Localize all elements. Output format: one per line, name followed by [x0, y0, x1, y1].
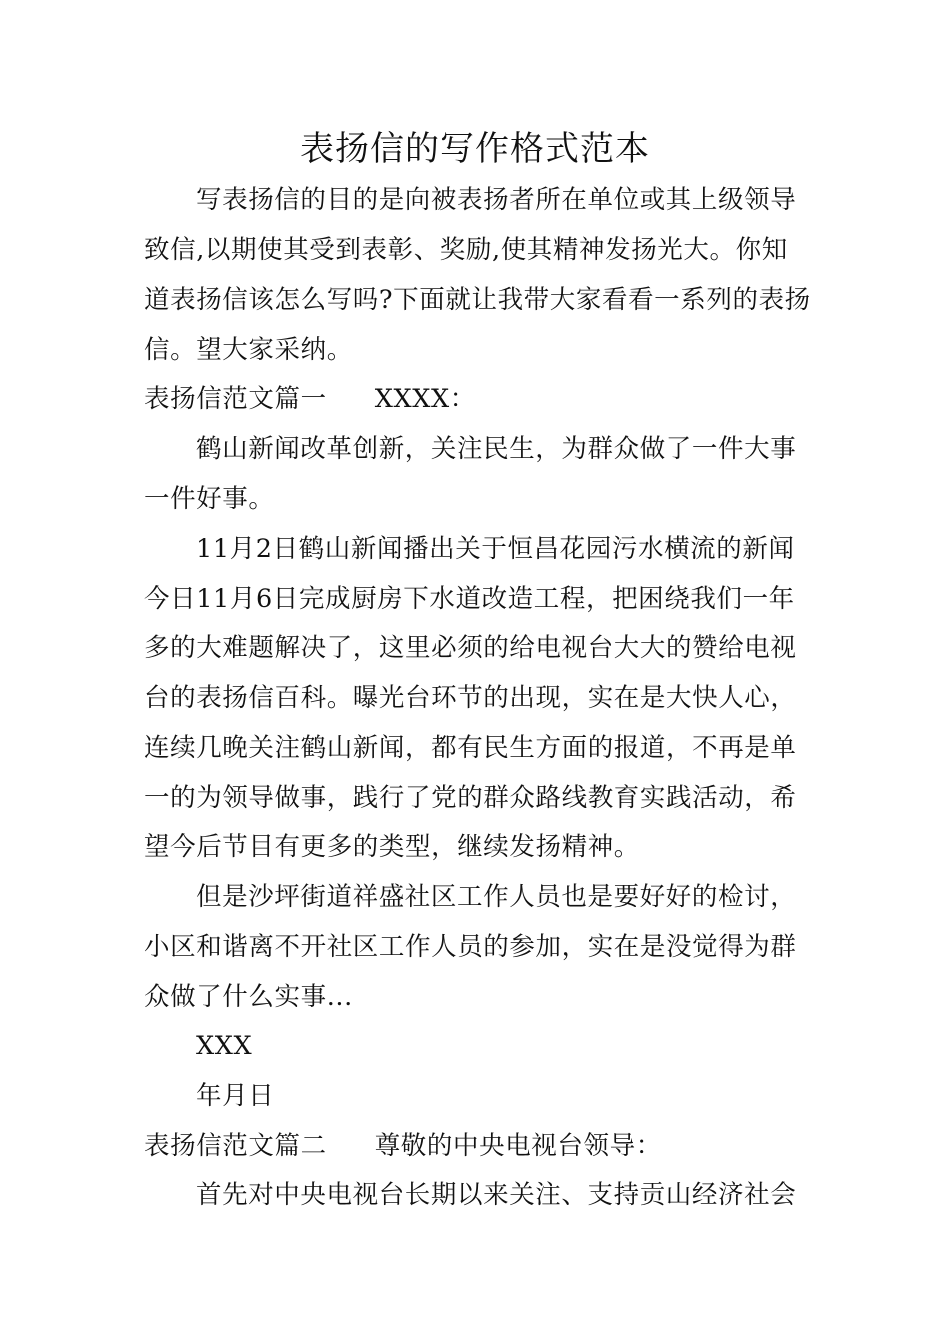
intro-line-2: 致信,以期使其受到表彰、奖励,使其精神发扬光大。你知 [144, 235, 788, 265]
para-2-line-5: 连续几晚关注鹤山新闻，都有民生方面的报道，不再是单 [144, 733, 797, 763]
date-line: 年月日 [196, 1081, 275, 1111]
para-2-line-2: 今日11月6日完成厨房下水道改造工程，把困绕我们一年 [144, 584, 795, 614]
para-1-line-1: 鹤山新闻改革创新，关注民生，为群众做了一件大事 [196, 434, 797, 464]
para-3-line-3: 众做了什么实事... [144, 982, 353, 1012]
section-1-heading-line [144, 374, 814, 424]
para-2-line-4: 台的表扬信百科。曝光台环节的出现，实在是大快人心， [144, 683, 797, 713]
intro-line-3: 道表扬信该怎么写吗?下面就让我带大家看看一系列的表扬 [144, 285, 811, 315]
para-2-line-7: 望今后节目有更多的类型，继续发扬精神。 [144, 832, 640, 862]
section-1-heading: 表扬信范文篇一 [144, 384, 327, 414]
para-1-line-2: 一件好事。 [144, 484, 275, 514]
signature: XXX [196, 1031, 253, 1061]
section-1-salutation: XXXX： [374, 384, 476, 414]
para-3-line-2: 小区和谐离不开社区工作人员的参加，实在是没觉得为群 [144, 932, 797, 962]
para-4-line-1: 首先对中央电视台长期以来关注、支持贡山经济社会 [196, 1180, 797, 1210]
section-2-salutation: 尊敬的中央电视台领导： [374, 1131, 662, 1161]
para-3-line-1: 但是沙坪街道祥盛社区工作人员也是要好好的检讨， [196, 882, 797, 912]
para-2-line-3: 多的大难题解决了，这里必须的给电视台大大的赞给电视 [144, 633, 797, 663]
intro-line-4: 信。望大家采纳。 [144, 335, 353, 365]
document-title: 表扬信的写作格式范本 [300, 129, 650, 169]
intro-line-1: 写表扬信的目的是向被表扬者所在单位或其上级领导 [196, 185, 797, 215]
section-2-heading-line [144, 1121, 814, 1171]
section-2-heading: 表扬信范文篇二 [144, 1131, 327, 1161]
para-2-line-1: 11月2日鹤山新闻播出关于恒昌花园污水横流的新闻 [196, 534, 795, 564]
para-2-line-6: 一的为领导做事，践行了党的群众路线教育实践活动，希 [144, 783, 797, 813]
